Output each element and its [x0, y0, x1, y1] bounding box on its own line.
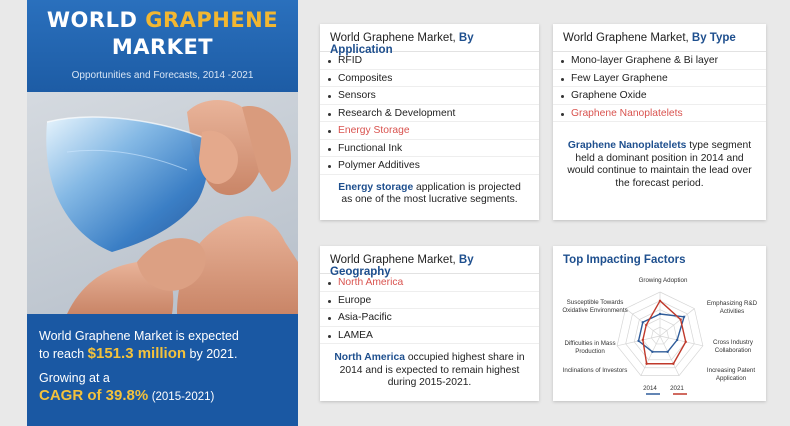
geography-note: North America occupied highest share in 2014 and is expected to remain highest during 2015-2021.: [334, 352, 525, 388]
series-2021-point: [645, 324, 647, 326]
series-2021-point: [679, 318, 681, 320]
expected-text: World Graphene Market is expected: [39, 329, 239, 343]
application-card: [320, 24, 539, 220]
type-card: [553, 24, 766, 220]
series-2014-polygon: [639, 314, 685, 352]
banner-title: WORLD GRAPHENE: [46, 8, 279, 32]
legend-2014-label: 2014: [643, 385, 657, 392]
list-item: Europe: [320, 292, 539, 310]
infographic-banner: [27, 0, 298, 426]
list-item: Composites: [320, 70, 539, 88]
application-note: Energy storage application is projected as one of the most lucrative segments.: [338, 181, 521, 205]
list-item: Functional Ink: [320, 140, 539, 158]
application-list: [320, 52, 539, 175]
series-2014-point: [683, 316, 685, 318]
banner-header: [27, 0, 298, 92]
series-2021-point: [659, 300, 661, 302]
axis-label-cross-industry: Cross Industry Collaboration: [713, 339, 753, 354]
list-item-highlighted: Energy Storage: [320, 122, 539, 140]
legend-2021-label: 2021: [670, 385, 684, 392]
geography-card-title: World Graphene Market, By Geography: [320, 246, 539, 274]
geography-card: [320, 246, 539, 401]
series-2021-point: [685, 341, 687, 343]
axis-label-susceptible: Susceptible Towards Oxidative Environments: [562, 299, 628, 314]
application-card-title: World Graphene Market, By Application: [320, 24, 539, 52]
series-2014-point: [637, 340, 639, 342]
axis-label-emphasizing-rd: Emphasizing R&D Activities: [706, 300, 758, 315]
expected-value-line: to reach $151.3 million by 2021.: [39, 345, 238, 362]
graphene-sheet-photo: [27, 92, 298, 314]
list-item: Polymer Additives: [320, 157, 539, 175]
market-value: $151.3 million: [87, 345, 187, 362]
factors-card: [553, 246, 766, 401]
series-2014-point: [666, 351, 668, 353]
banner-subtitle: Opportunities and Forecasts, 2014 -2021: [71, 70, 254, 81]
factors-card-title: Top Impacting Factors: [563, 254, 686, 266]
cagr-line: [39, 387, 286, 406]
type-note: Graphene Nanoplatelets type segment held a dominant position in 2014 and would continue to maintain the lead over the forecast period.: [567, 140, 752, 189]
series-2021-point: [642, 339, 644, 341]
series-2014-point: [659, 313, 661, 315]
list-item: LAMEA: [320, 327, 539, 345]
series-2014-point: [651, 351, 653, 353]
list-item: Sensors: [320, 87, 539, 105]
list-item: Graphene Oxide: [553, 87, 766, 105]
list-item: Research & Development: [320, 105, 539, 123]
list-item: RFID: [320, 52, 539, 70]
cagr-value: CAGR of 39.8%: [39, 387, 149, 404]
hand-holding-graphene-illustration: [27, 92, 298, 314]
axis-label-difficulties: Difficulties in Mass Production: [564, 340, 616, 355]
list-item: Few Layer Graphene: [553, 70, 766, 88]
list-item-highlighted: Graphene Nanoplatelets: [553, 105, 766, 123]
list-item-highlighted: North America: [320, 274, 539, 292]
title-market: MARKET: [111, 35, 214, 59]
type-list: [553, 52, 766, 122]
growing-text: Growing at a: [39, 371, 110, 385]
series-2021-point: [645, 363, 647, 365]
axis-label-patent: Increasing Patent Application: [706, 367, 756, 382]
axis-label-investors: Inclinations of Investors: [562, 367, 628, 374]
banner-stats: [27, 314, 298, 426]
geography-list: [320, 274, 539, 344]
series-2014-point: [676, 339, 678, 341]
series-2014-point: [642, 321, 644, 323]
title-graphene: GRAPHENE: [145, 8, 279, 32]
list-item: Mono-layer Graphene & Bi layer: [553, 52, 766, 70]
series-2021-point: [672, 363, 674, 365]
list-item: Asia-Pacific: [320, 309, 539, 327]
type-card-title: World Graphene Market, By Type: [553, 24, 766, 52]
axis-label-growing-adoption: Growing Adoption: [638, 277, 688, 284]
cagr-period: (2015-2021): [151, 391, 215, 403]
